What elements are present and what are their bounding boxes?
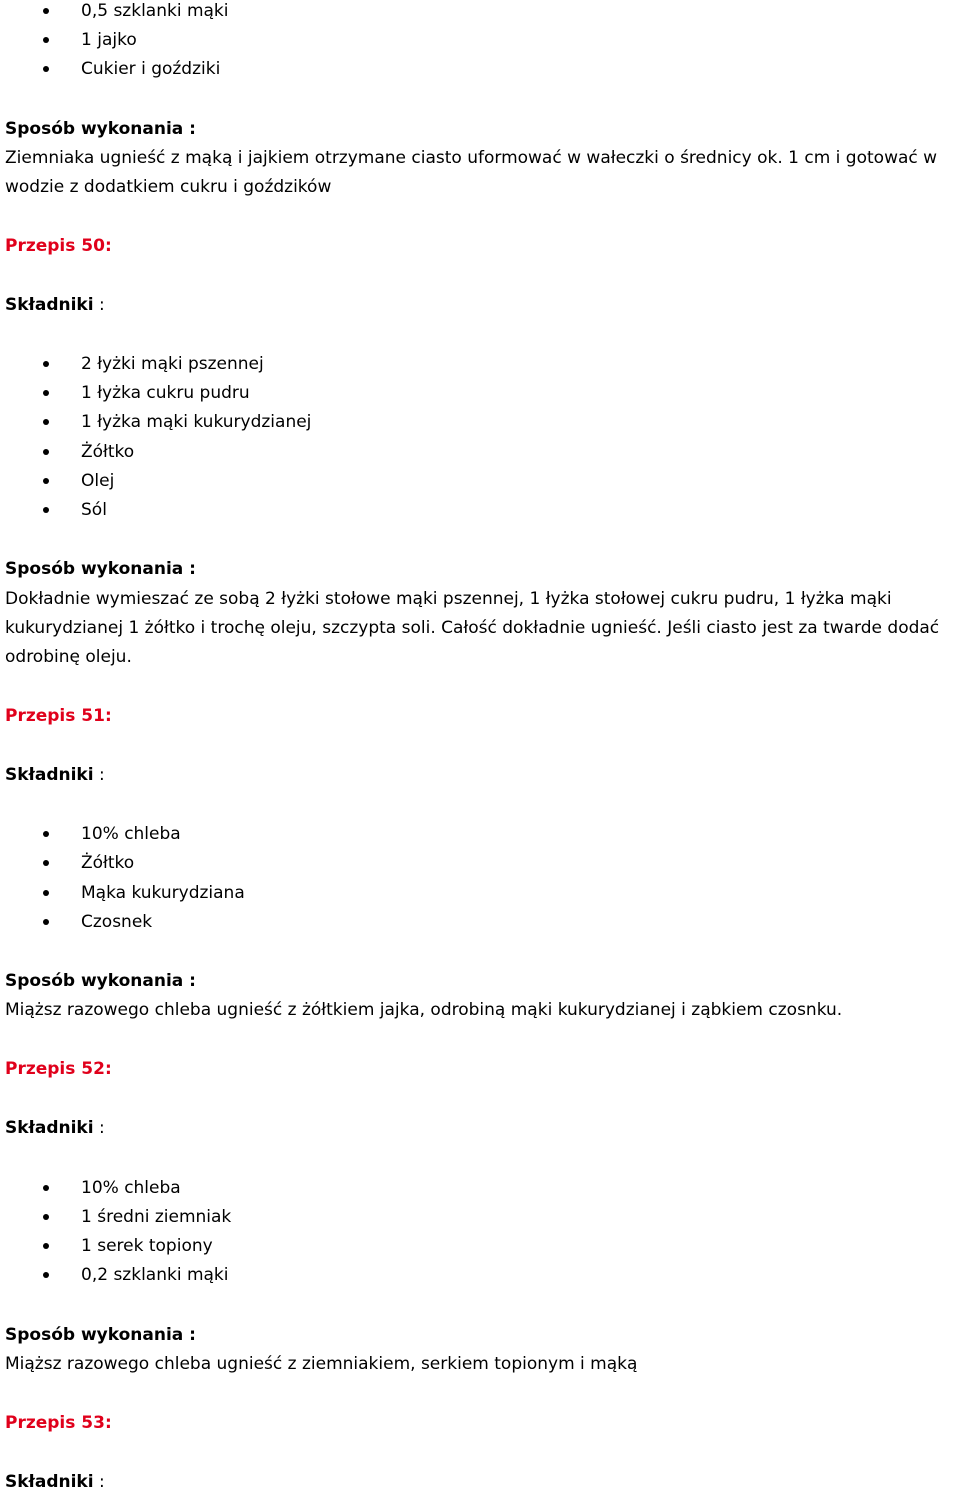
- method-text-line: Miąższ razowego chleba ugnieść z żółtkiem jajka, odrobiną mąki kukurydzianej i ząbkiem czosnku.: [5, 1000, 843, 1020]
- bullet-icon: [43, 860, 49, 866]
- bullet-icon: [43, 1272, 49, 1278]
- list-item: 1 jajko: [0, 30, 900, 50]
- method-text-line: wodzie z dodatkiem cukru i goździków: [5, 177, 332, 197]
- ingredients-heading: Składniki :: [5, 765, 105, 785]
- method-text-line: Ziemniaka ugnieść z mąką i jajkiem otrzymane ciasto uformować w wałeczki o średnicy ok. 1 cm i gotować w: [5, 148, 938, 168]
- bullet-icon: [43, 1214, 49, 1220]
- list-item: Olej: [0, 471, 900, 491]
- list-item: Mąka kukurydziana: [0, 883, 900, 903]
- list-item: 0,2 szklanki mąki: [0, 1265, 900, 1285]
- bullet-icon: [43, 419, 49, 425]
- list-item: 1 łyżka mąki kukurydzianej: [0, 412, 900, 432]
- recipe-title: Przepis 52:: [5, 1059, 112, 1079]
- ingredients-heading: Składniki :: [5, 1472, 105, 1492]
- bullet-icon: [43, 449, 49, 455]
- ingredients-heading: Składniki :: [5, 295, 105, 315]
- list-item: Czosnek: [0, 912, 900, 932]
- method-heading: Sposób wykonania :: [5, 119, 196, 139]
- bullet-icon: [43, 66, 49, 72]
- list-item: Cukier i goździki: [0, 59, 900, 79]
- method-text-line: odrobinę oleju.: [5, 647, 132, 667]
- list-item: 1 serek topiony: [0, 1236, 900, 1256]
- ingredients-heading: Składniki :: [5, 1118, 105, 1138]
- list-item: 10% chleba: [0, 1178, 900, 1198]
- list-item: 1 łyżka cukru pudru: [0, 383, 900, 403]
- bullet-icon: [43, 507, 49, 513]
- list-item: 2 łyżki mąki pszennej: [0, 354, 900, 374]
- recipe-title: Przepis 53:: [5, 1413, 112, 1433]
- bullet-icon: [43, 919, 49, 925]
- bullet-icon: [43, 361, 49, 367]
- list-item: Żółtko: [0, 442, 900, 462]
- bullet-icon: [43, 8, 49, 14]
- method-heading: Sposób wykonania :: [5, 1325, 196, 1345]
- bullet-icon: [43, 890, 49, 896]
- method-heading: Sposób wykonania :: [5, 559, 196, 579]
- list-item: 1 średni ziemniak: [0, 1207, 900, 1227]
- method-text-line: Dokładnie wymieszać ze sobą 2 łyżki stołowe mąki pszennej, 1 łyżka stołowej cukru pudru, 1 łyżka mąki: [5, 589, 892, 609]
- bullet-icon: [43, 1243, 49, 1249]
- bullet-icon: [43, 1185, 49, 1191]
- list-item: 10% chleba: [0, 824, 900, 844]
- method-text-line: kukurydzianej 1 żółtko i trochę oleju, szczypta soli. Całość dokładnie ugnieść. Jeśli ciasto jest za twarde dodać: [5, 618, 940, 638]
- list-item: Sól: [0, 500, 900, 520]
- bullet-icon: [43, 478, 49, 484]
- bullet-icon: [43, 390, 49, 396]
- list-item: Żółtko: [0, 853, 900, 873]
- bullet-icon: [43, 831, 49, 837]
- bullet-icon: [43, 37, 49, 43]
- recipe-title: Przepis 50:: [5, 236, 112, 256]
- method-heading: Sposób wykonania :: [5, 971, 196, 991]
- method-text-line: Miąższ razowego chleba ugnieść z ziemniakiem, serkiem topionym i mąką: [5, 1354, 638, 1374]
- list-item: 0,5 szklanki mąki: [0, 1, 900, 21]
- recipe-title: Przepis 51:: [5, 706, 112, 726]
